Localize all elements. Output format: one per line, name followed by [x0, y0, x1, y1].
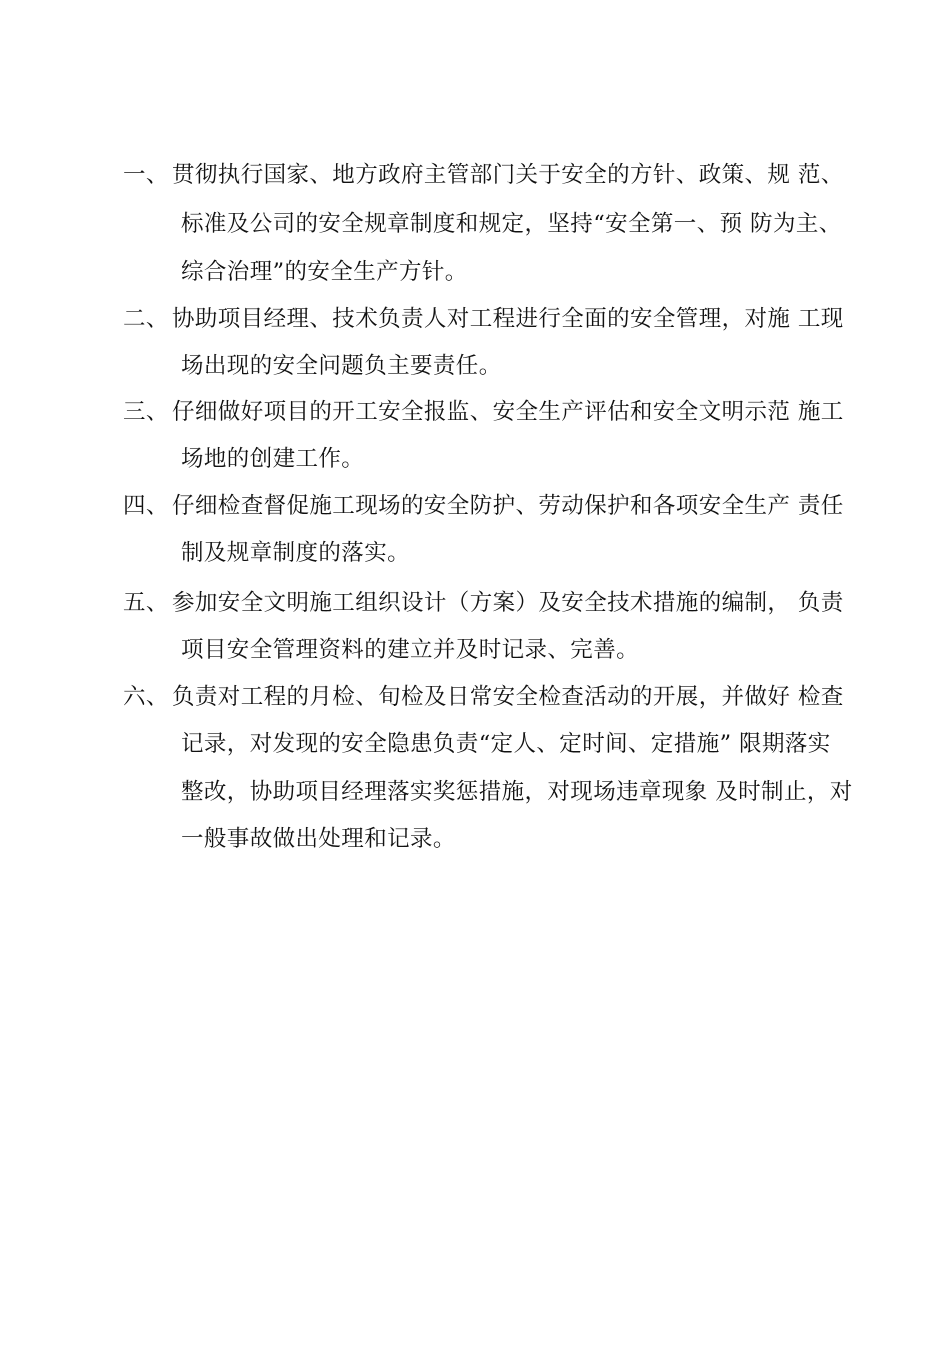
clause-line: 协助项目经理、技术负责人对工程进行全面的安全管理，对施 工现 [172, 306, 844, 332]
clause-number: 二、 [123, 306, 169, 332]
clause-line: 参加安全文明施工组织设计（方案）及安全技术措施的编制， 负责 [172, 590, 844, 616]
clause-line: 项目安全管理资料的建立并及时记录、完善。 [181, 637, 640, 663]
clause-line: 综合治理”的安全生产方针。 [181, 259, 468, 285]
clause-number: 五、 [123, 590, 169, 616]
clause-number: 三、 [123, 399, 169, 425]
clause-line: 场地的创建工作。 [181, 446, 365, 472]
clause-line: 制及规章制度的落实。 [181, 540, 411, 566]
clause-line: 整改，协助项目经理落实奖惩措施，对现场违章现象 及时制止，对 [181, 779, 853, 805]
clause-line: 负责对工程的月检、旬检及日常安全检查活动的开展，并做好 检查 [172, 684, 844, 710]
clause-line: 场出现的安全问题负主要责任。 [181, 353, 502, 379]
clause-line: 标准及公司的安全规章制度和规定，坚持“安全第一、预 防为主、 [181, 211, 842, 237]
clause-line: 仔细做好项目的开工安全报监、安全生产评估和安全文明示范 施工 [172, 399, 844, 425]
clause-number: 一、 [123, 162, 169, 188]
clause-number: 四、 [123, 493, 169, 519]
clause-line: 一般事故做出处理和记录。 [181, 826, 456, 852]
clause-line: 记录，对发现的安全隐患负责“定人、定时间、定措施” 限期落实 [181, 731, 831, 757]
clause-number: 六、 [123, 684, 169, 710]
clause-line: 仔细检查督促施工现场的安全防护、劳动保护和各项安全生产 责任 [172, 493, 844, 519]
clause-line: 贯彻执行国家、地方政府主管部门关于安全的方针、政策、规 范、 [172, 162, 844, 188]
